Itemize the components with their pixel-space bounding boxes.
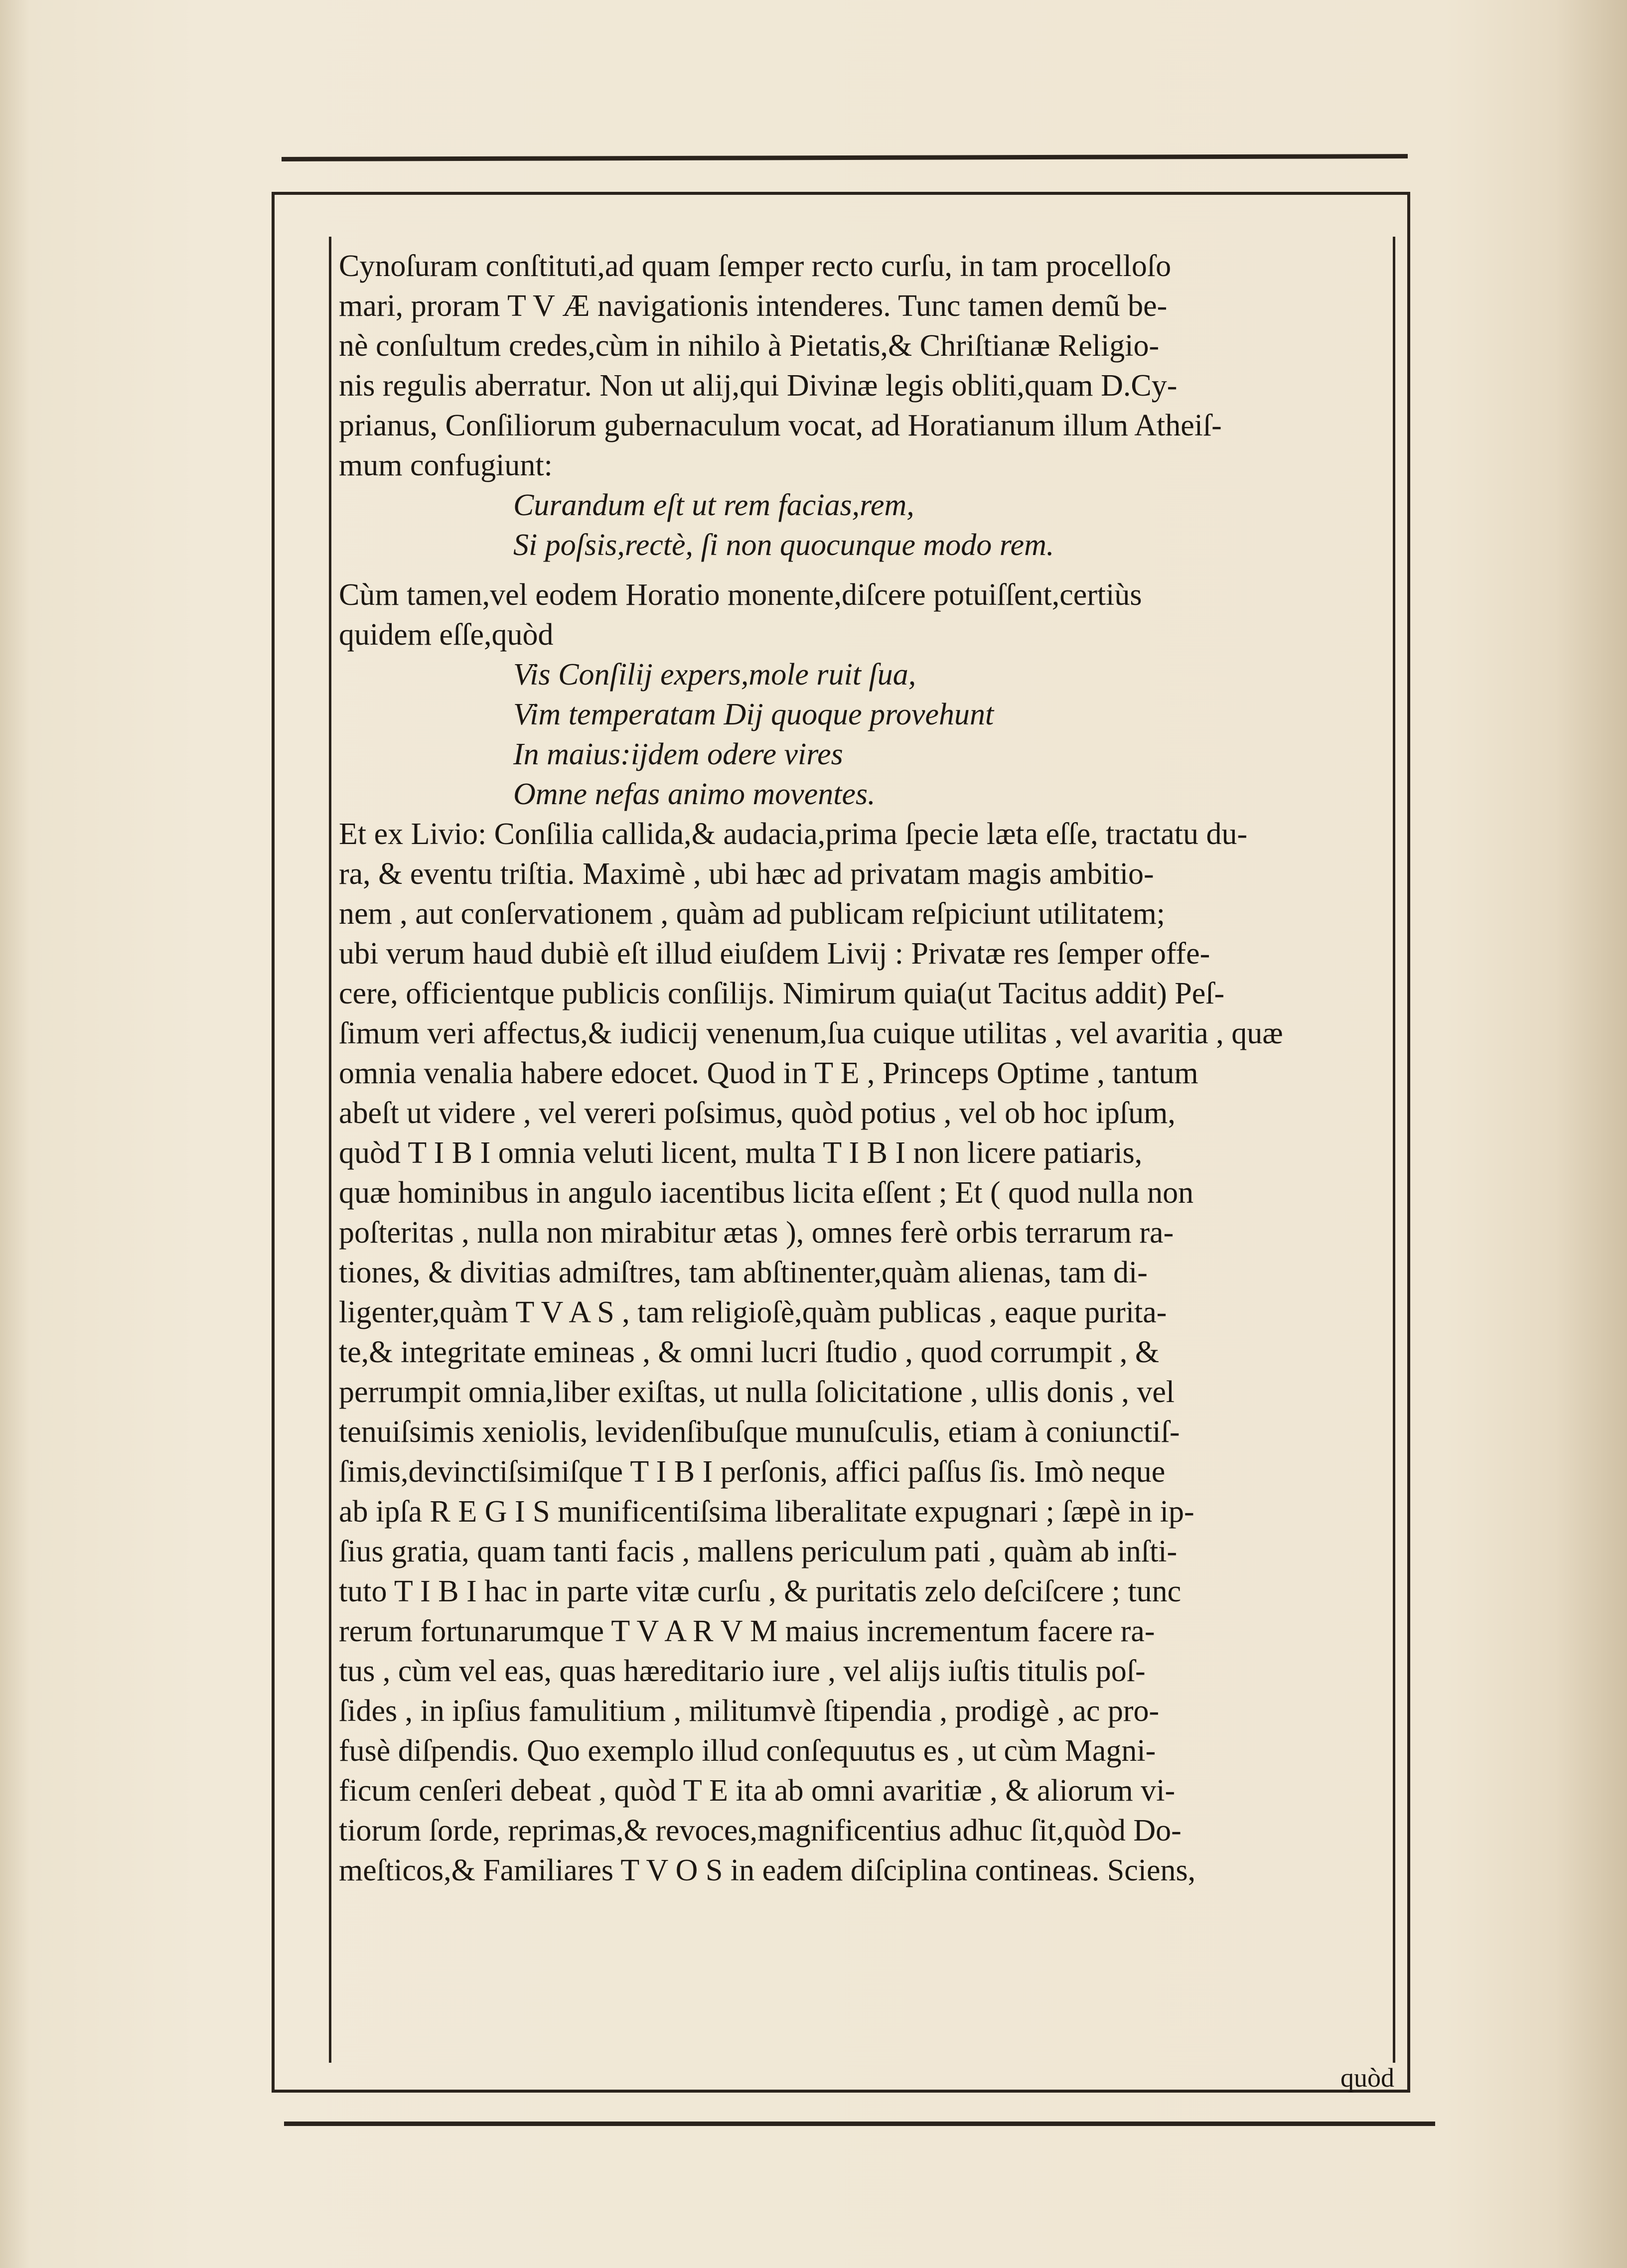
text-line-40: tiorum ſorde, reprimas,& revoces,magnificentius adhuc ſit,quòd Do- <box>339 1814 1182 1847</box>
text-line-28: te,& integritate emineas , & omni lucri ſtudio , quod corrumpit , & <box>339 1335 1160 1369</box>
text-line-19: cere, officientque publicis conſilijs. Nimirum quia(ut Tacitus addit) Peſ- <box>339 977 1225 1010</box>
text-line-32: ab ipſa R E G I S munificentiſsima liberalitate expugnari ; ſæpè in ip- <box>339 1495 1194 1529</box>
text-line-37: ſides , in ipſius famulitium , militumvè ſtipendia , prodigè , ac pro- <box>339 1694 1160 1728</box>
text-line-10: quidem eſſe,quòd <box>339 618 554 652</box>
verse-line-6: Omne nefas animo moventes. <box>513 777 876 811</box>
text-line-15: Et ex Livio: Conſilia callida,& audacia,prima ſpecie læta eſſe, tractatu du- <box>339 817 1248 851</box>
text-line-35: rerum fortunarumque T V A R V M maius incrementum facere ra- <box>339 1614 1155 1648</box>
verse-line-2: Si poſsis,rectè, ſi non quocunque modo rem. <box>513 528 1054 562</box>
catchword: quòd <box>1340 2063 1394 2093</box>
text-line-17: nem , aut conſervationem , quàm ad publicam reſpiciunt utilitatem; <box>339 897 1166 931</box>
text-line-24: quæ hominibus in angulo iacentibus licita eſſent ; Et ( quod nulla non <box>339 1176 1194 1210</box>
text-line-9: Cùm tamen,vel eodem Horatio monente,diſcere potuiſſent,certiùs <box>339 578 1142 612</box>
text-line-2: mari, proram T V Æ navigationis intenderes. Tunc tamen demũ be- <box>339 289 1168 323</box>
verse-line-5: In maius:ijdem odere vires <box>513 737 843 771</box>
text-line-25: poſteritas , nulla non mirabitur ætas ), omnes ferè orbis terrarum ra- <box>339 1216 1174 1250</box>
text-line-27: ligenter,quàm T V A S , tam religioſè,quàm publicas , eaque purita- <box>339 1295 1167 1329</box>
text-line-1: Cynoſuram conſtituti,ad quam ſemper recto curſu, in tam procelloſo <box>339 249 1172 283</box>
text-line-41: meſticos,& Familiares T V O S in eadem diſciplina contineas. Sciens, <box>339 1853 1196 1887</box>
text-line-29: perrumpit omnia,liber exiſtas, ut nulla ſolicitatione , ullis donis , vel <box>339 1375 1175 1409</box>
bottom-rule <box>284 2122 1435 2126</box>
text-line-18: ubi verum haud dubiè eſt illud eiuſdem Livij : Privatæ res ſemper offe- <box>339 937 1210 971</box>
verse-line-4: Vim temperatam Dij quoque provehunt <box>513 698 994 731</box>
text-line-4: nis regulis aberratur. Non ut alij,qui Divinæ legis obliti,quam D.Cy- <box>339 369 1178 403</box>
text-line-16: ra, & eventu triſtia. Maximè , ubi hæc ad privatam magis ambitio- <box>339 857 1154 891</box>
text-line-26: tiones, & divitias admiſtres, tam abſtinenter,quàm alienas, tam di- <box>339 1256 1148 1289</box>
text-line-34: tuto T I B I hac in parte vitæ curſu , & puritatis zelo deſciſcere ; tunc <box>339 1574 1182 1608</box>
text-line-23: quòd T I B I omnia veluti licent, multa T I B I non licere patiaris, <box>339 1136 1143 1170</box>
text-line-30: tenuiſsimis xeniolis, levidenſibuſque munuſculis, etiam à coniunctiſ- <box>339 1415 1180 1449</box>
text-line-5: prianus, Conſiliorum gubernaculum vocat, ad Horatianum illum Atheiſ- <box>339 409 1222 442</box>
text-line-31: ſimis,devinctiſsimiſque T I B I perſonis, affici paſſus ſis. Imò neque <box>339 1455 1166 1489</box>
text-line-6: mum confugiunt: <box>339 448 553 482</box>
text-line-20: ſimum veri affectus,& iudicij venenum,ſua cuique utilitas , vel avaritia , quæ <box>339 1016 1283 1050</box>
text-line-22: abeſt ut videre , vel vereri poſsimus, quòd potius , vel ob hoc ipſum, <box>339 1096 1176 1130</box>
text-line-39: ficum cenſeri debeat , quòd T E ita ab omni avaritiæ , & aliorum vi- <box>339 1774 1176 1808</box>
text-line-38: fusè diſpendis. Quo exemplo illud conſequutus es , ut cùm Magni- <box>339 1734 1156 1768</box>
text-line-21: omnia venalia habere edocet. Quod in T E , Princeps Optime , tantum <box>339 1056 1198 1090</box>
text-line-33: ſius gratia, quam tanti facis , mallens periculum pati , quàm ab inſti- <box>339 1535 1178 1568</box>
verse-line-3: Vis Conſilij expers,mole ruit ſua, <box>513 658 916 692</box>
verse-line-1: Curandum eſt ut rem facias,rem, <box>513 488 914 522</box>
text-line-3: nè conſultum credes,cùm in nihilo à Pietatis,& Chriſtianæ Religio- <box>339 329 1160 363</box>
text-line-36: tus , cùm vel eas, quas hæreditario iure , vel alijs iuſtis titulis poſ- <box>339 1654 1146 1688</box>
